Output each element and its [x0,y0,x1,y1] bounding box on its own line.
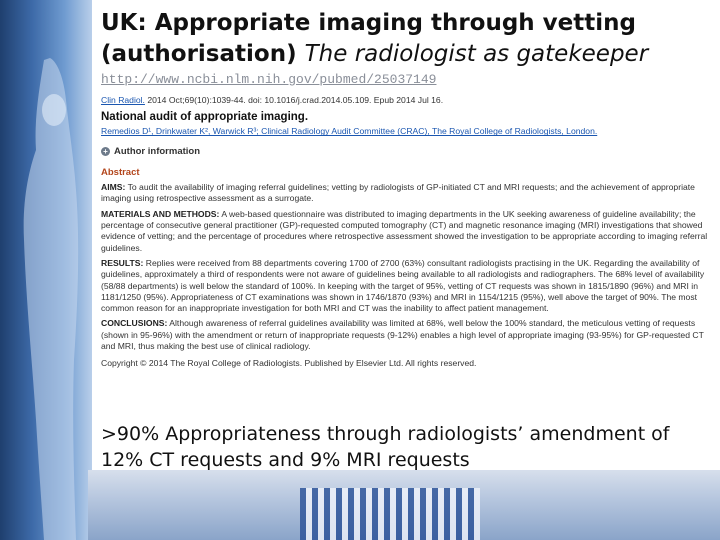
aims-text: To audit the availability of imaging referral guidelines; vetting by radiologists of GP-initiated CT and MRI requests; and the achievement of appropriate imaging using retrospective assessment as a surrogate. [101,182,695,204]
aims-paragraph [101,182,717,205]
background-statue-panel [0,0,92,540]
conclusions-text: Although awareness of referral guidelines availability was limited at 68%, well below the 100% standard, the meticulous vetting of requests (shown in 95-96%) with the amendment or return of inappropriate requests (9-12%) enables a high level of appropriate imaging (93-95%) for GP-requested CT and MRI, thus making the best use of clinical radiology. [101,318,704,352]
author-information-toggle[interactable] [101,146,717,157]
author-information-label: Author information [114,145,201,157]
methods-label: MATERIALS AND METHODS: [101,208,220,219]
results-label: RESULTS: [101,257,144,268]
conclusions-paragraph [101,318,717,352]
slide-title [101,8,648,70]
article-screenshot [101,95,717,370]
title-line-1: UK: Appropriate imaging through vetting [101,10,636,36]
abstract-heading: Abstract [101,166,140,178]
statue-image [14,0,84,540]
methods-text: A web-based questionnaire was distributed to imaging departments in the UK seeking awareness of guideline availability; the percentage of consecutive general practitioner (GP)-requested computed tomography (CT) and magnetic resonance imaging (MRI) investigations that showed evidence of vetting; and the percentage of procedures where retrospective assessment showed the investigation to be appropriate according to imaging referral guidelines. [101,208,708,253]
journal-link[interactable]: Clin Radiol. [101,95,145,105]
title-line-2 [101,39,648,70]
methods-paragraph [101,209,717,254]
article-title: National audit of appropriate imaging. [101,111,309,124]
title-bold-part: (authorisation) [101,41,297,67]
pubmed-link[interactable]: http://www.ncbi.nlm.nih.gov/pubmed/25037149 [101,72,437,87]
authors-links[interactable]: Remedios D¹, Drinkwater K², Warwick R³; Clinical Radiology Audit Committee (CRAC), The Royal College of Radiologists, London. [101,126,598,137]
title-italic-part: The radiologist as gatekeeper [304,41,649,67]
aims-label: AIMS: [101,182,126,193]
plus-icon: + [101,147,110,156]
conclusions-label: CONCLUSIONS: [101,318,168,329]
summary-text: >90% Appropriateness through radiologists’ amendment of 12% CT requests and 9% MRI requests [101,423,670,471]
citation-details: 2014 Oct;69(10):1039-44. doi: 10.1016/j.crad.2014.05.109. Epub 2014 Jul 16. [144,95,444,105]
citation [101,95,717,106]
authors [101,126,717,137]
decorative-tiles [300,488,480,540]
results-paragraph [101,258,717,314]
copyright-notice: Copyright © 2014 The Royal College of Radiologists. Published by Elsevier Ltd. All rights reserved. [101,358,477,369]
results-text: Replies were received from 88 departments covering 1700 of 2700 (63%) consultant radiologists practising in the UK. Regarding the availability of guidelines, approximately a third of respondents were not aware of guidelines being available to all radiologists and radiographers. The 68% level of availability (58/88 departments) is well below the standard of 100%. In keeping with the target of 95%, vetting of CT requests was shown in 1815/1890 (96%) and MRI in 1181/1250 (95%). Appropriateness of CT examinations was shown in 1746/1870 (93%) and MRI in 1154/1215 (95%), well above the target of 90%. The most common reason for an inappropriate investigation for both MRI and CT was the inability to affect patient management. [101,257,705,314]
